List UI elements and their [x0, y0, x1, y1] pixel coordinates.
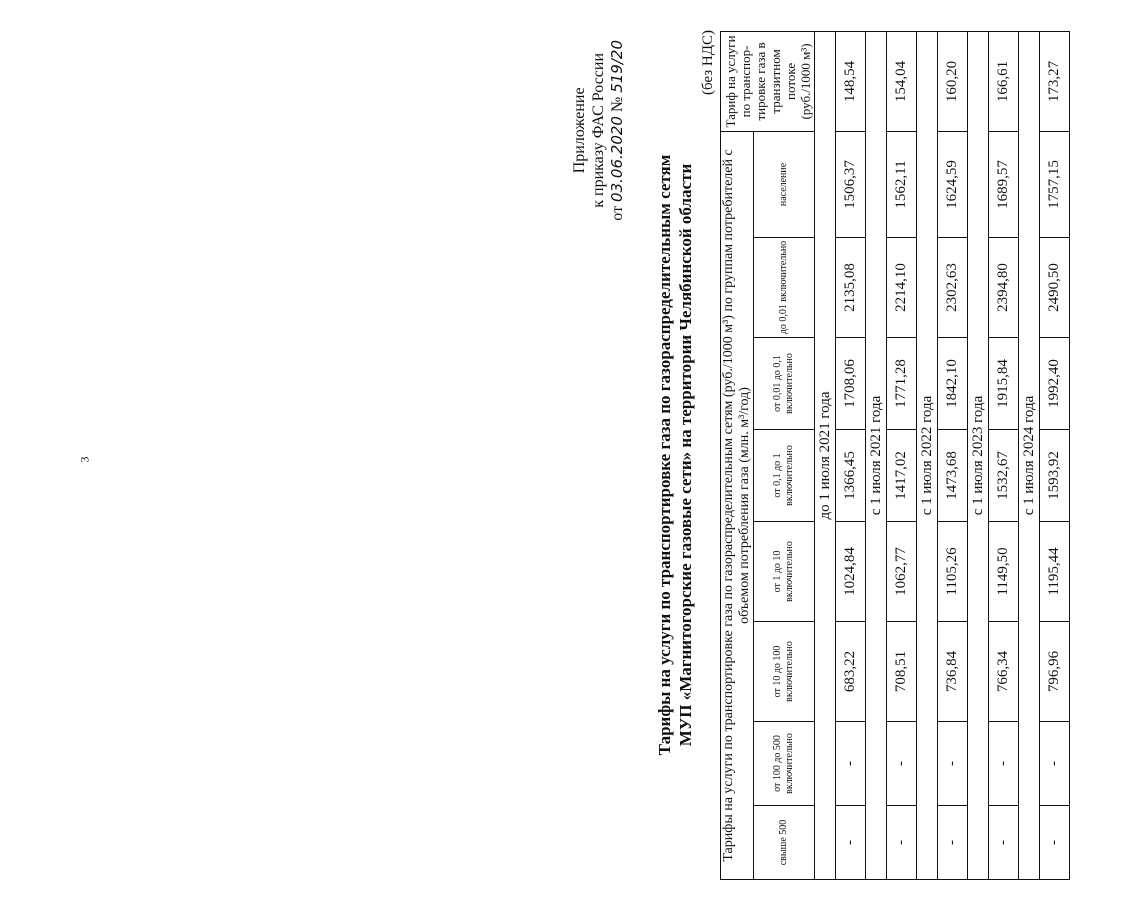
appendix-block [570, 40, 627, 221]
table-cell: 1473,68 [938, 430, 968, 522]
transit-header: Тариф на услуги по транспор-тировке газа в транзитном потоке (руб./1000 м³) [721, 31, 815, 131]
table-cell: 1105,26 [938, 522, 968, 622]
table-cell: - [989, 806, 1019, 880]
handwritten-date: 03.06.2020 [608, 116, 626, 202]
table-cell: 2490,50 [1040, 238, 1070, 338]
handwritten-number: 519/20 [608, 40, 626, 93]
column-header: до 0,01 включительно [754, 238, 815, 338]
column-header: от 0,1 до 1 включительно [754, 430, 815, 522]
table-cell: 1593,92 [1040, 430, 1070, 522]
table-cell: 1417,02 [887, 430, 917, 522]
table-cell: - [938, 806, 968, 880]
table-cell: - [938, 722, 968, 806]
table-cell: 796,96 [1040, 622, 1070, 722]
table-cell: 2394,80 [989, 238, 1019, 338]
table-cell: 1024,84 [836, 522, 866, 622]
table-cell: - [887, 806, 917, 880]
table-cell: - [989, 722, 1019, 806]
period-label: с 1 июля 2024 года [1019, 31, 1040, 879]
column-header: население [754, 131, 815, 237]
period-label: с 1 июля 2022 года [917, 31, 938, 879]
rotated-page-content [570, 30, 1130, 880]
tariff-table [720, 31, 1070, 880]
table-cell: 2135,08 [836, 238, 866, 338]
table-cell: 1842,10 [938, 338, 968, 430]
column-header: свыше 500 [754, 806, 815, 880]
table-cell: 173,27 [1040, 31, 1070, 131]
table-cell: 1992,40 [1040, 338, 1070, 430]
table-cell: - [836, 806, 866, 880]
period-label: до 1 июля 2021 года [815, 31, 836, 879]
table-cell: 1624,59 [938, 131, 968, 237]
table-cell: - [1040, 722, 1070, 806]
column-header: от 100 до 500 включительно [754, 722, 815, 806]
table-cell: 1062,77 [887, 522, 917, 622]
table-row [938, 31, 968, 879]
table-row [1040, 31, 1070, 879]
table-cell: 1532,67 [989, 430, 1019, 522]
table-cell: 766,34 [989, 622, 1019, 722]
document-title: Тарифы на услуги по транспортировке газа по газораспределительным сетям МУП «Магнитогорские газовые сети» на территории Челябинской области [655, 154, 695, 756]
period-label: с 1 июля 2021 года [866, 31, 887, 879]
table-cell: 1689,57 [989, 131, 1019, 237]
column-header: от 1 до 10 включительно [754, 522, 815, 622]
table-row [836, 31, 866, 879]
table-row [887, 31, 917, 879]
appendix-order-ref: к приказу ФАС России [590, 52, 607, 208]
table-cell: 1506,37 [836, 131, 866, 237]
vat-note: (без НДС) [700, 30, 716, 96]
table-cell: 1149,50 [989, 522, 1019, 622]
appendix-date-line: от 03.06.2020 № 519/20 [608, 40, 626, 221]
table-cell: 154,04 [887, 31, 917, 131]
table-cell: 736,84 [938, 622, 968, 722]
table-cell: 2302,63 [938, 238, 968, 338]
table-cell: 1915,84 [989, 338, 1019, 430]
period-label: с 1 июля 2023 года [968, 31, 989, 879]
table-cell: 1366,45 [836, 430, 866, 522]
table-row [989, 31, 1019, 879]
table-cell: 2214,10 [887, 238, 917, 338]
table-cell: 160,20 [938, 31, 968, 131]
table-cell: 148,54 [836, 31, 866, 131]
table-cell: 1771,28 [887, 338, 917, 430]
page-number: 3 [77, 456, 92, 463]
table-cell: 683,22 [836, 622, 866, 722]
table-cell: 1757,15 [1040, 131, 1070, 237]
table-cell: 708,51 [887, 622, 917, 722]
column-header: от 10 до 100 включительно [754, 622, 815, 722]
table-cell: 1708,06 [836, 338, 866, 430]
table-cell: - [836, 722, 866, 806]
appendix-label: Приложение [571, 87, 588, 174]
table-cell: 166,61 [989, 31, 1019, 131]
table-cell: - [1040, 806, 1070, 880]
column-header: от 0,01 до 0,1 включительно [754, 338, 815, 430]
group-header: Тарифы на услуги по транспортировке газа по газораспределительным сетям (руб./1000 м³) по группам потребителей с объемом потребления газа (млн. м³/год) [721, 131, 754, 879]
table-cell: - [887, 722, 917, 806]
table-cell: 1195,44 [1040, 522, 1070, 622]
table-cell: 1562,11 [887, 131, 917, 237]
